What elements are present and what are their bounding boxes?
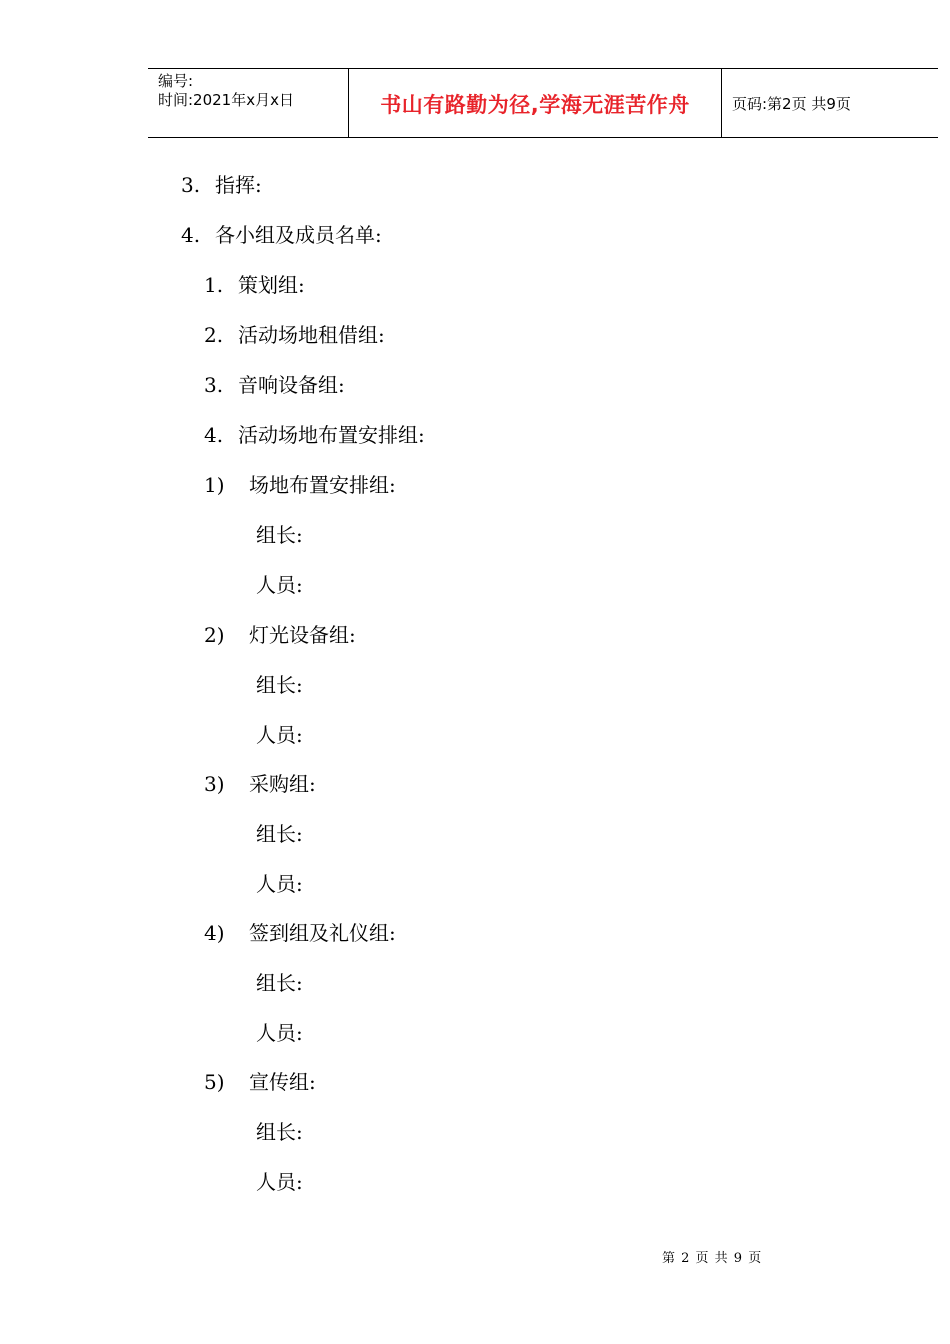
page-footer-number: 第 2 页 共 9 页: [662, 1251, 763, 1266]
list-item: 3. 指挥:: [181, 173, 262, 197]
group-leader-label: 组长:: [256, 971, 303, 995]
group-leader-label: 组长:: [256, 673, 303, 697]
list-item: 2. 活动场地租借组:: [204, 323, 385, 347]
group-members-label: 人员:: [256, 872, 303, 896]
group-members-label: 人员:: [256, 1021, 303, 1045]
subgroup-heading: 4) 签到组及礼仪组:: [204, 921, 396, 945]
group-leader-label: 组长:: [256, 523, 303, 547]
group-leader-label: 组长:: [256, 822, 303, 846]
header-motto: 书山有路勤为径,学海无涯苦作舟: [380, 93, 690, 117]
header-page-cell: [722, 69, 938, 137]
list-item: 3. 音响设备组:: [204, 373, 345, 397]
group-leader-label: 组长:: [256, 1120, 303, 1144]
list-item: 1. 策划组:: [204, 273, 305, 297]
header-meta-cell: [148, 69, 349, 137]
group-members-label: 人员:: [256, 1170, 303, 1194]
document-code-label: 编号:: [158, 72, 194, 90]
list-item: 4. 活动场地布置安排组:: [204, 423, 425, 447]
subgroup-heading: 5) 宣传组:: [204, 1070, 316, 1094]
header-page-info: 页码:第2页 共9页: [732, 95, 851, 113]
group-members-label: 人员:: [256, 573, 303, 597]
group-members-label: 人员:: [256, 723, 303, 747]
subgroup-heading: 3) 采购组:: [204, 772, 316, 796]
document-date: 时间:2021年x月x日: [158, 91, 294, 109]
subgroup-heading: 1) 场地布置安排组:: [204, 473, 396, 497]
subgroup-heading: 2) 灯光设备组:: [204, 623, 356, 647]
header-motto-cell: [349, 69, 722, 137]
list-item: 4. 各小组及成员名单:: [181, 223, 382, 247]
page-header: [148, 68, 938, 138]
